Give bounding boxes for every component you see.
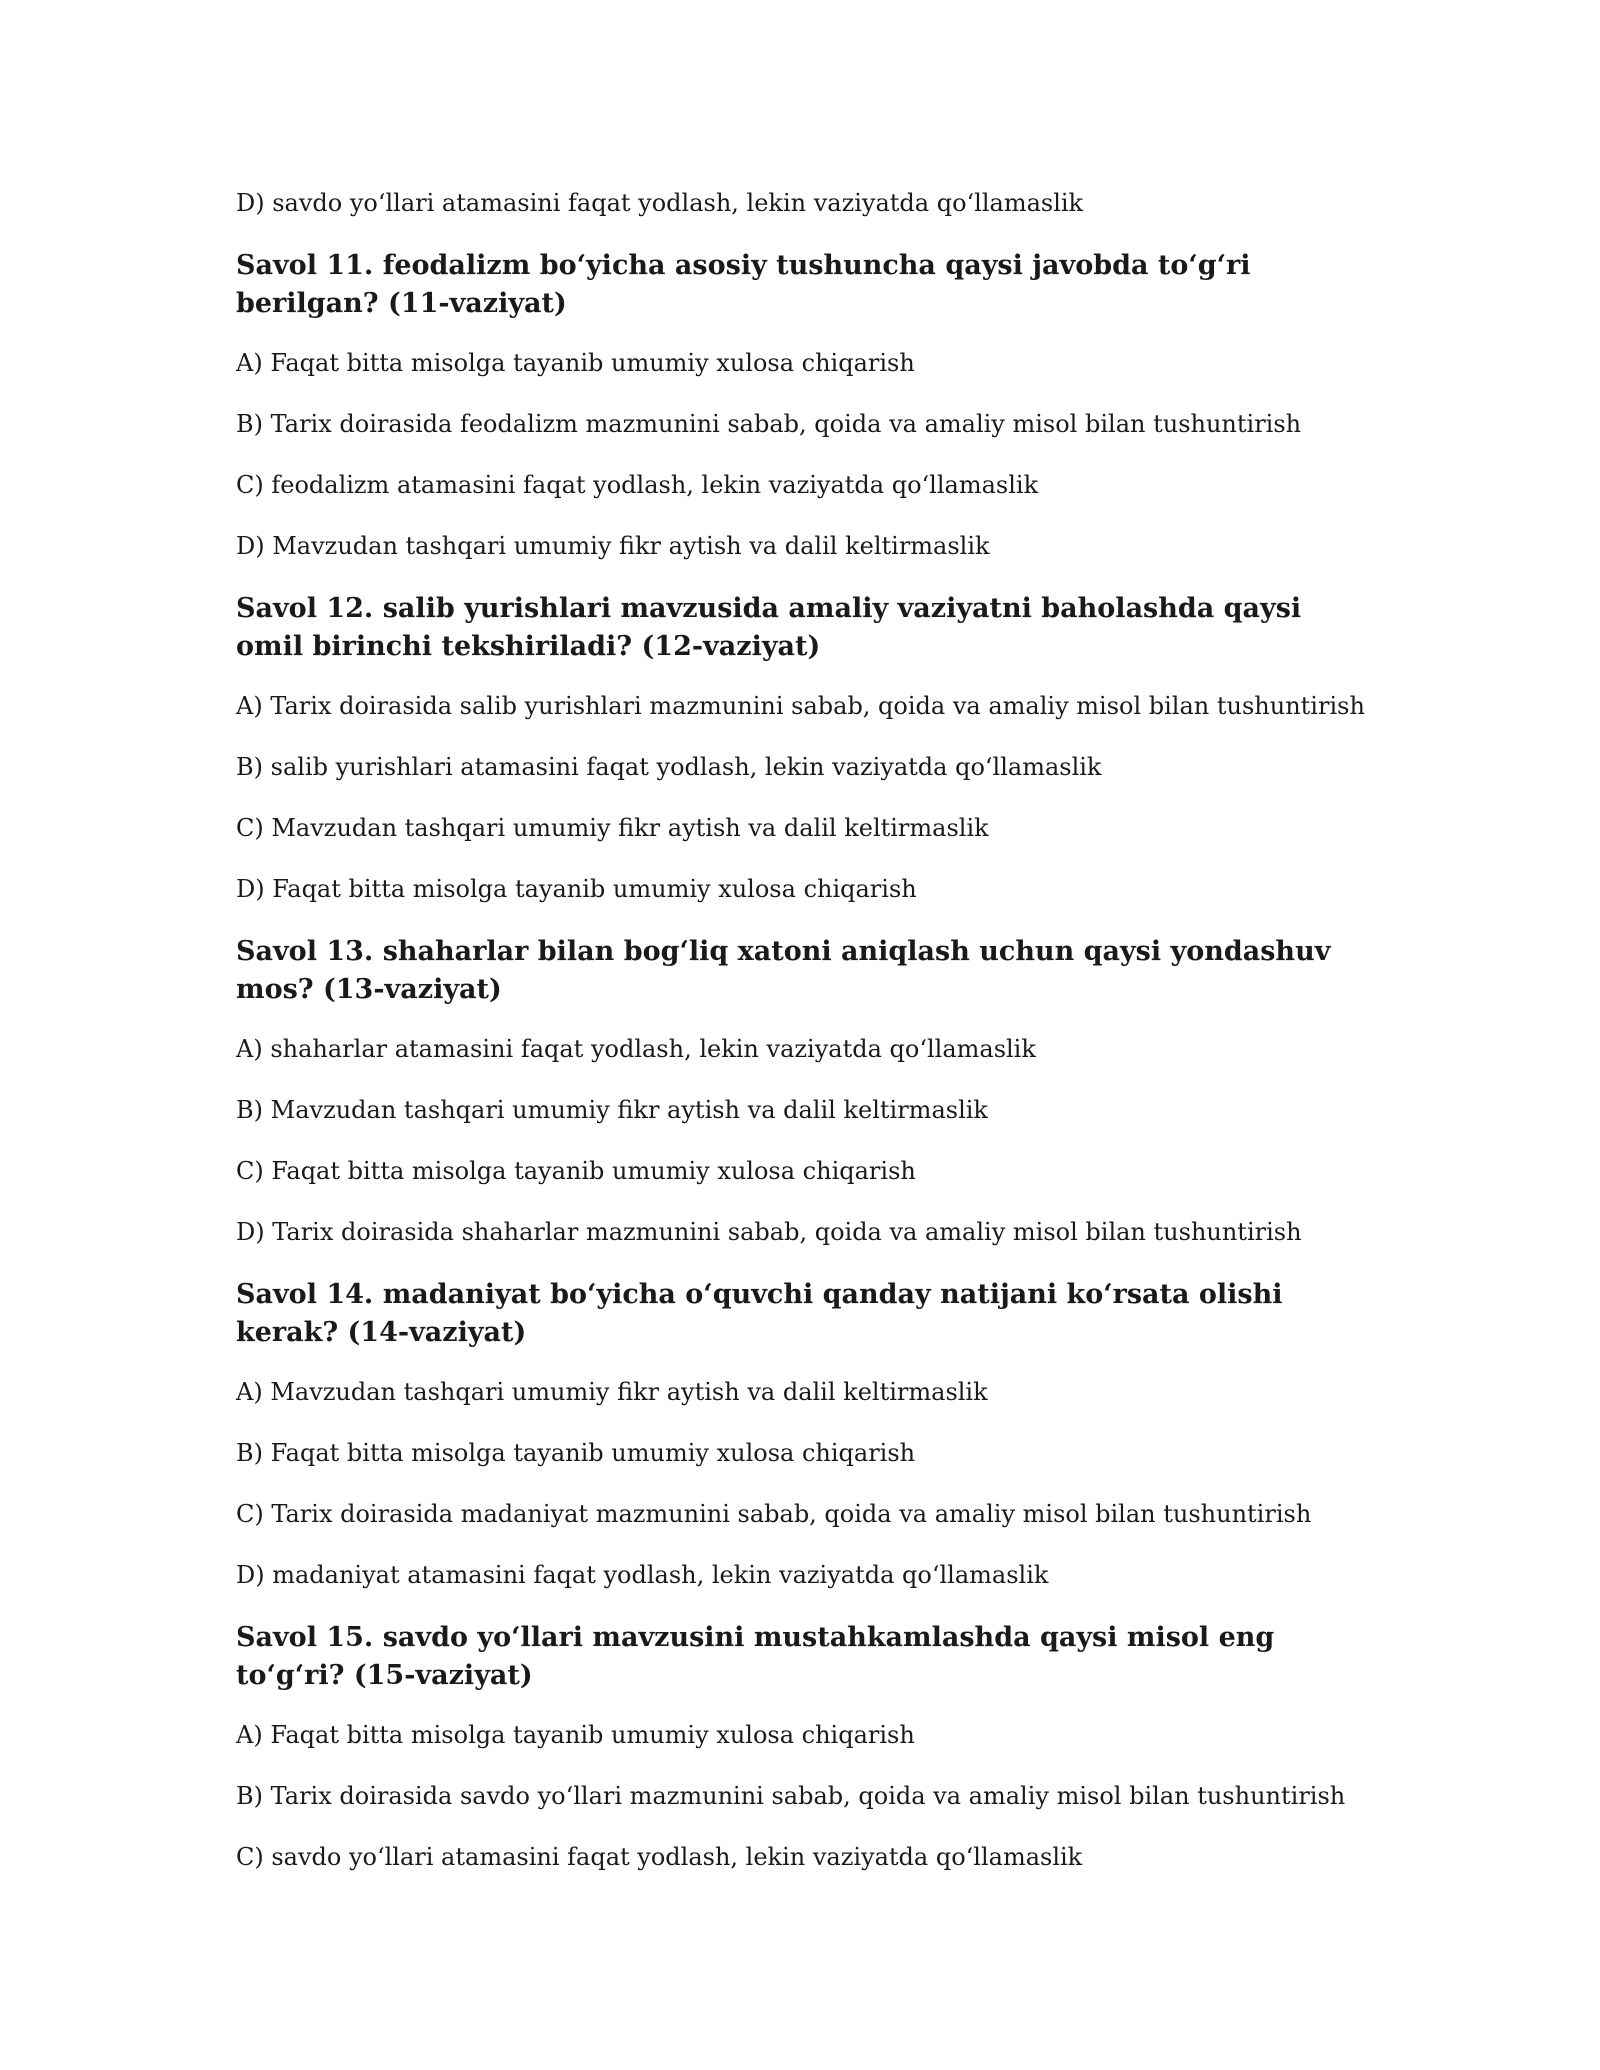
answer-option: D) madaniyat atamasini faqat yodlash, lekin vaziyatda qo‘llamaslik [236, 1561, 1049, 1589]
answer-option: A) shaharlar atamasini faqat yodlash, lekin vaziyatda qo‘llamaslik [236, 1035, 1036, 1063]
answer-option: A) Mavzudan tashqari umumiy fikr aytish va dalil keltirmaslik [236, 1378, 988, 1406]
answer-option: A) Faqat bitta misolga tayanib umumiy xulosa chiqarish [236, 349, 915, 377]
question-title: Savol 12. salib yurishlari mavzusida amaliy vaziyatni baholashda qaysi omil birinchi tekshiriladi? (12-vaziyat) [236, 593, 1302, 662]
answer-option: B) Faqat bitta misolga tayanib umumiy xulosa chiqarish [236, 1439, 916, 1467]
answer-option: D) Faqat bitta misolga tayanib umumiy xulosa chiqarish [236, 875, 917, 903]
question-block [236, 247, 1336, 563]
answer-option: C) feodalizm atamasini faqat yodlash, lekin vaziyatda qo‘llamaslik [236, 471, 1039, 499]
question-block [236, 590, 1365, 906]
answer-option: C) Tarix doirasida madaniyat mazmunini sabab, qoida va amaliy misol bilan tushuntirish [236, 1500, 1312, 1528]
answer-option: B) Mavzudan tashqari umumiy fikr aytish va dalil keltirmaslik [236, 1096, 988, 1124]
answer-option: C) savdo yo‘llari atamasini faqat yodlash, lekin vaziyatda qo‘llamaslik [236, 1843, 1083, 1871]
answer-option: D) Tarix doirasida shaharlar mazmunini sabab, qoida va amaliy misol bilan tushuntirish [236, 1218, 1302, 1246]
answer-option: C) Faqat bitta misolga tayanib umumiy xulosa chiqarish [236, 1157, 916, 1185]
answer-option: B) Tarix doirasida feodalizm mazmunini sabab, qoida va amaliy misol bilan tushuntirish [236, 410, 1302, 438]
answer-option: B) Tarix doirasida savdo yo‘llari mazmunini sabab, qoida va amaliy misol bilan tushuntirish [236, 1782, 1346, 1810]
answer-option: D) Mavzudan tashqari umumiy fikr aytish va dalil keltirmaslik [236, 532, 990, 560]
answer-option: A) Tarix doirasida salib yurishlari mazmunini sabab, qoida va amaliy misol bilan tushuntirish [236, 692, 1365, 720]
answer-option: A) Faqat bitta misolga tayanib umumiy xulosa chiqarish [236, 1721, 915, 1749]
question-title: Savol 14. madaniyat bo‘yicha o‘quvchi qanday natijani ko‘rsata olishi kerak? (14-vaziyat) [236, 1279, 1283, 1348]
question-title: Savol 11. feodalizm bo‘yicha asosiy tushuncha qaysi javobda to‘g‘ri berilgan? (11-vaziyat) [236, 250, 1251, 319]
document-page [236, 186, 1365, 1901]
question-title: Savol 15. savdo yo‘llari mavzusini mustahkamlashda qaysi misol eng to‘g‘ri? (15-vaziyat) [236, 1622, 1275, 1691]
question-block [236, 933, 1336, 1249]
question-block [236, 1276, 1336, 1592]
question-title: Savol 13. shaharlar bilan bog‘liq xatoni aniqlash uchun qaysi yondashuv mos? (13-vaziyat) [236, 936, 1331, 1005]
answer-option: B) salib yurishlari atamasini faqat yodlash, lekin vaziyatda qo‘llamaslik [236, 753, 1102, 781]
answer-option: D) savdo yo‘llari atamasini faqat yodlash, lekin vaziyatda qo‘llamaslik [236, 189, 1084, 217]
question-block [236, 1619, 1346, 1874]
answer-option: C) Mavzudan tashqari umumiy fikr aytish va dalil keltirmaslik [236, 814, 989, 842]
